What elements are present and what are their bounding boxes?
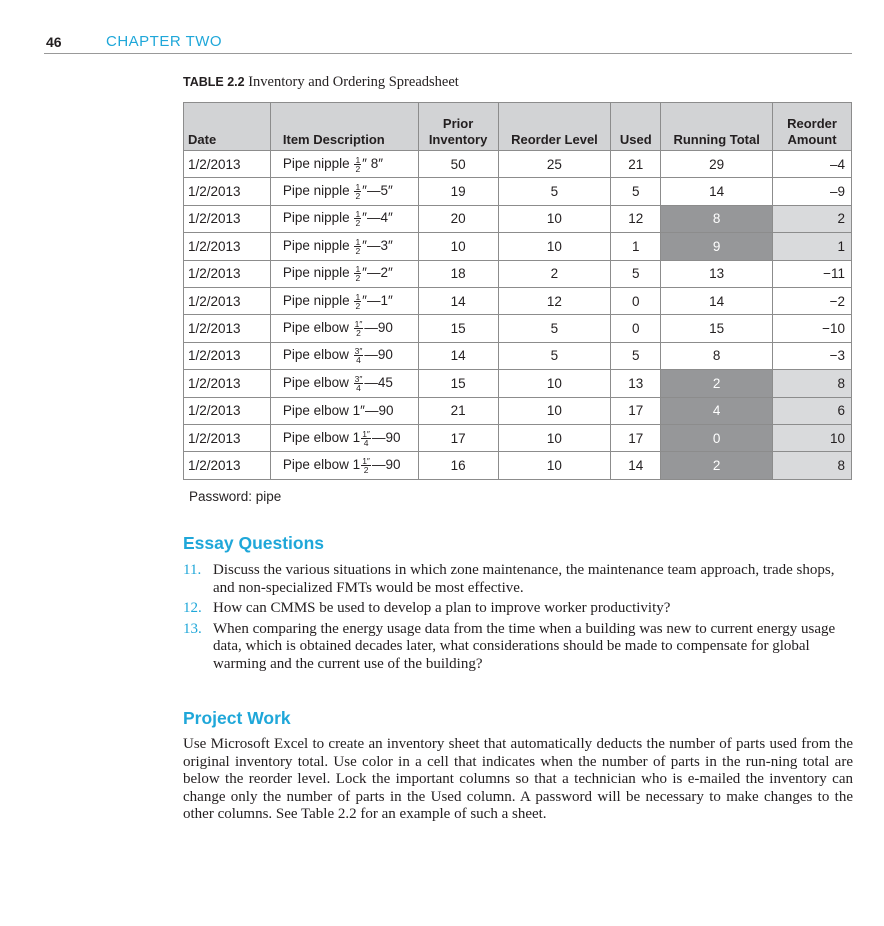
- fraction-numerator: 1: [355, 291, 361, 302]
- essay-question: [183, 621, 853, 674]
- fraction-numerator: 1: [355, 154, 361, 165]
- cell-used: 5: [611, 342, 661, 369]
- cell-item-description: [270, 260, 418, 287]
- cell-prior-inventory: 19: [418, 178, 498, 205]
- cell-running-total: 4: [661, 397, 773, 424]
- cell-prior-inventory: 15: [418, 315, 498, 342]
- item-fraction: [354, 375, 364, 392]
- cell-reorder-amount: −3: [773, 342, 852, 369]
- cell-date: 1/2/2013: [184, 233, 271, 260]
- cell-item-description: [270, 151, 418, 178]
- cell-prior-inventory: 50: [418, 151, 498, 178]
- cell-item-description: [270, 205, 418, 232]
- table-row: [184, 397, 852, 424]
- item-text: Pipe nipple: [282, 292, 354, 308]
- cell-prior-inventory: 15: [418, 370, 498, 397]
- fraction-denominator: 2: [355, 300, 361, 311]
- fraction-numerator: 1″: [362, 428, 370, 439]
- cell-running-total: 29: [661, 151, 773, 178]
- cell-used: 17: [611, 397, 661, 424]
- cell-reorder-level: 10: [498, 424, 611, 451]
- item-fraction: [361, 457, 371, 474]
- item-suffix: ″ 8″: [362, 155, 383, 171]
- item-fraction: [354, 238, 361, 255]
- item-text: Pipe elbow 1: [282, 429, 361, 445]
- cell-reorder-amount: 8: [773, 452, 852, 479]
- header-prior-inventory: Prior Inventory: [418, 103, 498, 151]
- item-suffix: ″—5″: [362, 183, 393, 199]
- essay-question: [183, 562, 853, 597]
- cell-prior-inventory: 18: [418, 260, 498, 287]
- cell-running-total: 9: [661, 233, 773, 260]
- essay-question: [183, 600, 853, 618]
- item-text: Pipe nipple: [282, 237, 354, 253]
- cell-date: 1/2/2013: [184, 370, 271, 397]
- cell-running-total: 8: [661, 205, 773, 232]
- item-fraction: [354, 265, 361, 282]
- cell-reorder-amount: −11: [773, 260, 852, 287]
- table-title: Inventory and Ordering Spreadsheet: [248, 74, 459, 90]
- header-running-total: Running Total: [661, 103, 773, 151]
- item-text: Pipe elbow: [282, 374, 353, 390]
- cell-prior-inventory: 16: [418, 452, 498, 479]
- fraction-denominator: 2: [356, 328, 361, 339]
- cell-prior-inventory: 21: [418, 397, 498, 424]
- table-label: TABLE 2.2: [183, 75, 245, 89]
- cell-used: 14: [611, 452, 661, 479]
- header-reorder-level: Reorder Level: [498, 103, 611, 151]
- item-suffix: —45: [364, 374, 393, 390]
- cell-used: 12: [611, 205, 661, 232]
- fraction-denominator: 2: [355, 245, 361, 256]
- item-suffix: ″—4″: [362, 210, 393, 226]
- cell-reorder-amount: 6: [773, 397, 852, 424]
- item-fraction: [354, 183, 361, 200]
- page-number: 46: [46, 34, 62, 50]
- cell-running-total: 13: [661, 260, 773, 287]
- item-text: Pipe elbow: [282, 320, 353, 336]
- page-header: [44, 31, 852, 54]
- cell-prior-inventory: 17: [418, 424, 498, 451]
- inventory-table: [183, 102, 852, 480]
- fraction-denominator: 4: [363, 437, 369, 448]
- cell-used: 17: [611, 424, 661, 451]
- cell-used: 5: [611, 178, 661, 205]
- table-row: [184, 452, 852, 479]
- item-suffix: —90: [371, 456, 401, 472]
- cell-used: 21: [611, 151, 661, 178]
- cell-prior-inventory: 20: [418, 205, 498, 232]
- essay-question-list: [183, 562, 853, 676]
- cell-used: 1: [611, 233, 661, 260]
- cell-running-total: 2: [661, 452, 773, 479]
- cell-reorder-amount: −10: [773, 315, 852, 342]
- table-row: [184, 370, 852, 397]
- item-suffix: —90: [364, 320, 393, 336]
- fraction-numerator: 1″: [362, 455, 370, 466]
- cell-running-total: 14: [661, 287, 773, 314]
- question-number: 11.: [183, 562, 202, 578]
- header-used: Used: [611, 103, 661, 151]
- item-fraction: [354, 210, 361, 227]
- table-caption: [183, 74, 459, 91]
- item-suffix: —90: [371, 429, 401, 445]
- cell-running-total: 15: [661, 315, 773, 342]
- item-fraction: [354, 293, 361, 310]
- cell-used: 0: [611, 287, 661, 314]
- cell-date: 1/2/2013: [184, 452, 271, 479]
- cell-used: 13: [611, 370, 661, 397]
- fraction-denominator: 2: [355, 218, 361, 229]
- cell-date: 1/2/2013: [184, 315, 271, 342]
- fraction-numerator: 1: [355, 182, 361, 193]
- table-row: [184, 424, 852, 451]
- cell-item-description: [270, 178, 418, 205]
- cell-reorder-amount: –9: [773, 178, 852, 205]
- cell-reorder-level: 10: [498, 397, 611, 424]
- cell-date: 1/2/2013: [184, 151, 271, 178]
- question-text: Discuss the various situations in which zone maintenance, the maintenance team approach, trade shops, and non-specialized FMTs would be most effective.: [213, 562, 835, 596]
- cell-reorder-amount: 10: [773, 424, 852, 451]
- item-suffix: —90: [364, 347, 393, 363]
- fraction-denominator: 2: [355, 191, 361, 202]
- fraction-numerator: 1″: [354, 319, 363, 330]
- fraction-denominator: 4: [356, 382, 361, 393]
- fraction-denominator: 2: [355, 163, 361, 174]
- header-date: Date: [184, 103, 271, 151]
- item-text: Pipe elbow: [282, 347, 353, 363]
- item-text: Pipe nipple: [282, 265, 354, 281]
- cell-reorder-level: 25: [498, 151, 611, 178]
- cell-running-total: 0: [661, 424, 773, 451]
- cell-reorder-amount: −2: [773, 287, 852, 314]
- cell-reorder-amount: 2: [773, 205, 852, 232]
- chapter-title: CHAPTER TWO: [106, 33, 223, 50]
- cell-reorder-level: 2: [498, 260, 611, 287]
- item-suffix: ″—2″: [362, 265, 393, 281]
- cell-running-total: 14: [661, 178, 773, 205]
- cell-date: 1/2/2013: [184, 397, 271, 424]
- cell-item-description: [270, 287, 418, 314]
- cell-reorder-level: 10: [498, 205, 611, 232]
- question-text: How can CMMS be used to develop a plan to improve worker productivity?: [213, 600, 671, 616]
- cell-date: 1/2/2013: [184, 287, 271, 314]
- fraction-denominator: 2: [363, 464, 369, 475]
- cell-running-total: 2: [661, 370, 773, 397]
- cell-used: 0: [611, 315, 661, 342]
- cell-item-description: [270, 315, 418, 342]
- cell-item-description: [270, 342, 418, 369]
- cell-reorder-level: 10: [498, 370, 611, 397]
- item-fraction: [354, 347, 364, 364]
- table-row: [184, 205, 852, 232]
- cell-item-description: [270, 233, 418, 260]
- item-text: Pipe nipple: [282, 183, 354, 199]
- cell-item-description: [270, 370, 418, 397]
- cell-date: 1/2/2013: [184, 178, 271, 205]
- table-row: [184, 233, 852, 260]
- cell-running-total: 8: [661, 342, 773, 369]
- cell-item-description: [270, 397, 418, 424]
- cell-prior-inventory: 14: [418, 287, 498, 314]
- cell-date: 1/2/2013: [184, 260, 271, 287]
- cell-reorder-amount: 8: [773, 370, 852, 397]
- item-fraction: [361, 430, 371, 447]
- fraction-numerator: 1: [355, 209, 361, 220]
- item-suffix: ″—3″: [362, 237, 393, 253]
- table-row: [184, 287, 852, 314]
- header-reorder-amount: Reorder Amount: [773, 103, 852, 151]
- table-row: [184, 260, 852, 287]
- cell-reorder-amount: –4: [773, 151, 852, 178]
- cell-reorder-level: 10: [498, 233, 611, 260]
- question-number: 13.: [183, 620, 202, 637]
- essay-heading: Essay Questions: [183, 533, 325, 553]
- question-number: 12.: [183, 600, 202, 616]
- cell-reorder-level: 5: [498, 342, 611, 369]
- header-item-description: Item Description: [270, 103, 418, 151]
- cell-reorder-level: 12: [498, 287, 611, 314]
- cell-prior-inventory: 10: [418, 233, 498, 260]
- cell-item-description: [270, 452, 418, 479]
- item-text: Pipe nipple: [282, 155, 354, 171]
- fraction-denominator: 2: [355, 273, 361, 284]
- item-fraction: [354, 156, 361, 173]
- question-text: When comparing the energy usage data from the time when a building was new to current energy usage data, which is obtained decades later, what considerations should be made to compensate for global warming and the current use of the building?: [213, 620, 836, 672]
- table-row: [184, 178, 852, 205]
- table-row: [184, 151, 852, 178]
- item-suffix: ″—1″: [362, 292, 393, 308]
- fraction-denominator: 4: [356, 355, 361, 366]
- cell-item-description: [270, 424, 418, 451]
- inventory-table-body: [184, 151, 852, 480]
- project-text: Use Microsoft Excel to create an inventory sheet that automatically deducts the number of parts used from the original inventory total. Use color in a cell that indicates when the number of parts in the run-ning total are below the reorder level. Lock the important columns so that a technician who is e-mailed the inventory can change only the number of parts in the Used column. A password will be necessary to make changes to the other columns. See Table 2.2 for an example of such a sheet.: [183, 736, 853, 823]
- cell-used: 5: [611, 260, 661, 287]
- fraction-numerator: 1: [355, 236, 361, 247]
- fraction-numerator: 3″: [354, 346, 363, 357]
- item-text: Pipe elbow 1: [282, 456, 361, 472]
- item-text: Pipe elbow 1″—90: [282, 403, 394, 419]
- cell-reorder-level: 5: [498, 315, 611, 342]
- table-header-row: [184, 103, 852, 151]
- cell-reorder-level: 5: [498, 178, 611, 205]
- cell-prior-inventory: 14: [418, 342, 498, 369]
- password-note: Password: pipe: [189, 489, 282, 504]
- cell-reorder-amount: 1: [773, 233, 852, 260]
- cell-date: 1/2/2013: [184, 205, 271, 232]
- fraction-numerator: 1: [355, 264, 361, 275]
- item-fraction: [354, 320, 364, 337]
- fraction-numerator: 3″: [354, 373, 363, 384]
- table-row: [184, 342, 852, 369]
- project-heading: Project Work: [183, 708, 291, 728]
- item-text: Pipe nipple: [282, 210, 354, 226]
- table-row: [184, 315, 852, 342]
- cell-date: 1/2/2013: [184, 342, 271, 369]
- cell-date: 1/2/2013: [184, 424, 271, 451]
- cell-reorder-level: 10: [498, 452, 611, 479]
